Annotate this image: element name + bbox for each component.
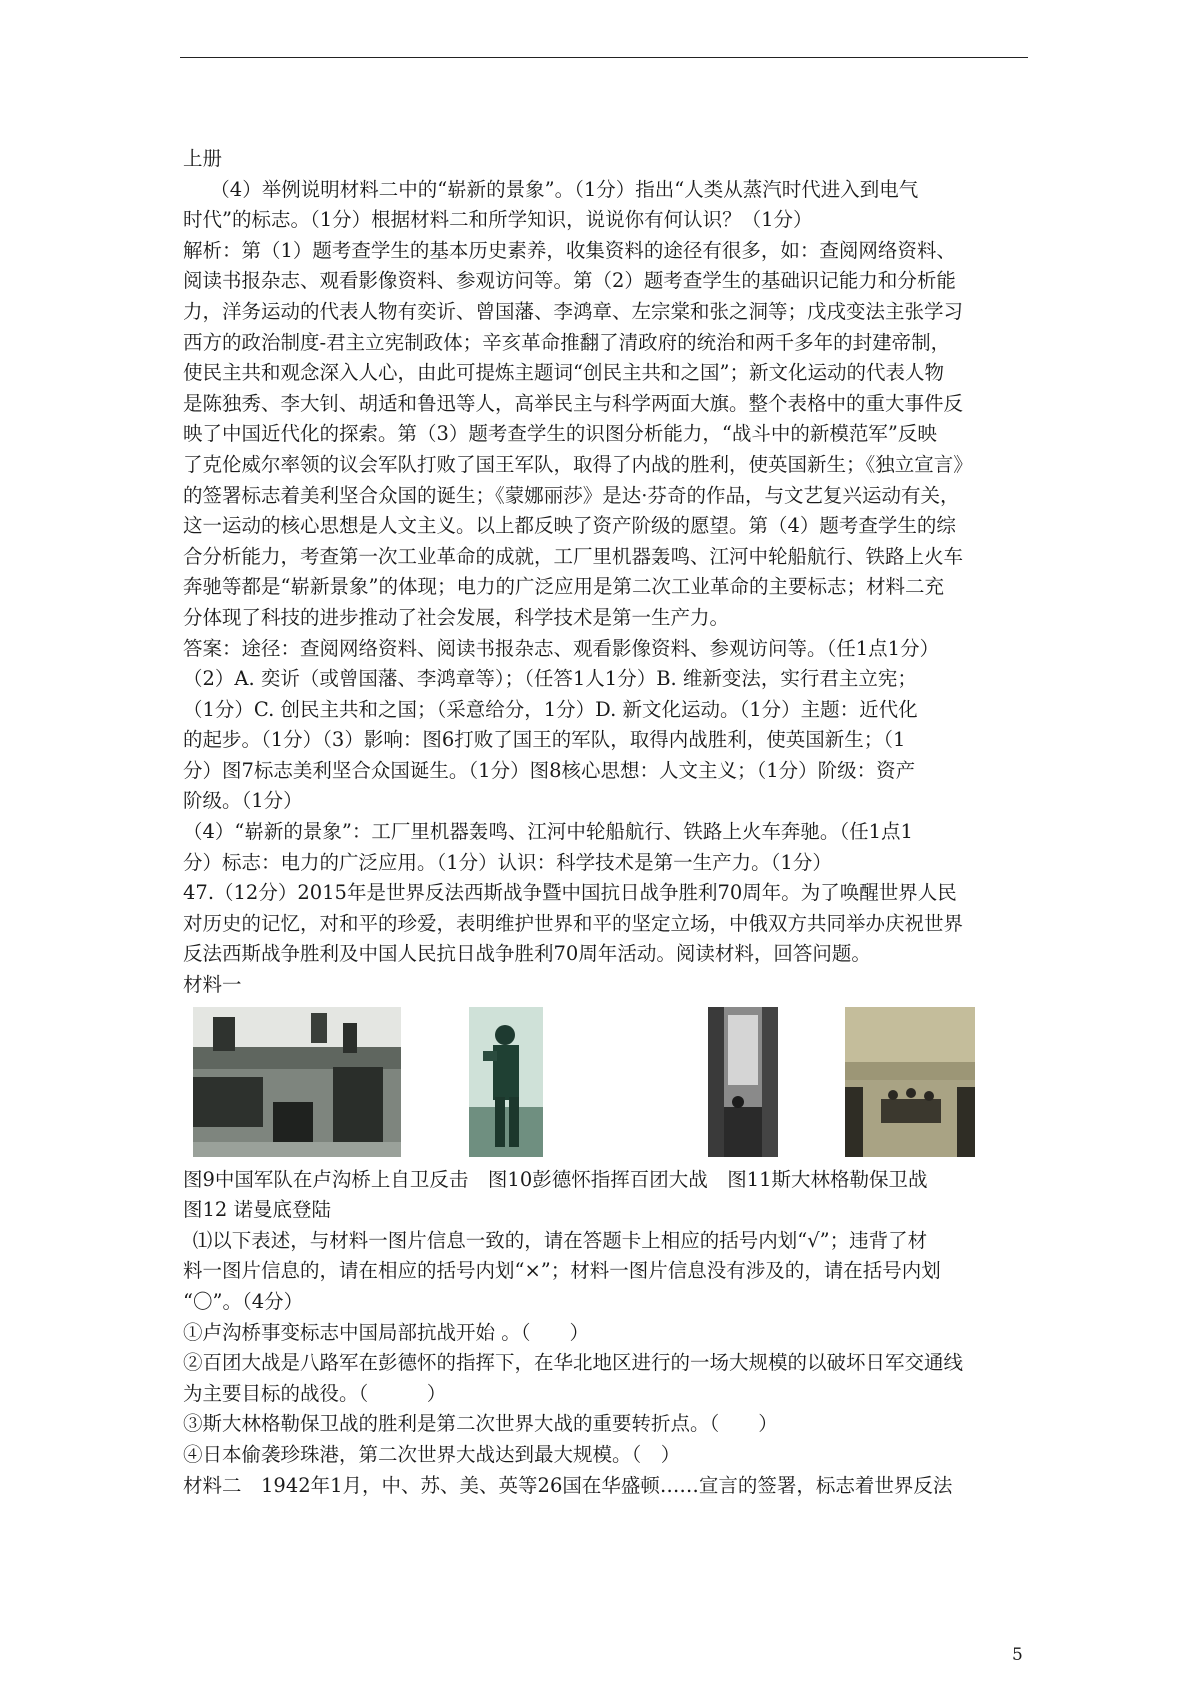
page-content: [183, 144, 1028, 1501]
fig10-peng-dehuai-photo: [469, 1007, 543, 1157]
text-line: 了克伦威尔率领的议会军队打败了国王军队，取得了内战的胜利，使英国新生；《独立宣言》: [183, 452, 973, 476]
text-line: （2）A. 奕䜣（或曾国藩、李鸿章等）；（任答1人1分）B. 维新变法，实行君主立宪；: [183, 667, 917, 691]
text-line: （1分）C. 创民主共和之国；（采意给分，1分）D. 新文化运动。（1分）主题：近代化: [183, 697, 918, 721]
text-line: 是陈独秀、李大钊、胡适和鲁迅等人，高举民主与科学两面大旗。整个表格中的重大事件反: [183, 391, 964, 415]
question-line: “〇”。（4分）: [183, 1290, 304, 1313]
text-line: 答案：途径：查阅网络资料、阅读书报杂志、观看影像资料、参观访问等。（任1点1分）: [183, 636, 940, 660]
text-line: （4）“崭新的景象”：工厂里机器轰鸣、江河中轮船航行、铁路上火车奔驰。（任1点1: [183, 820, 913, 844]
text-line: 分）图7标志美利坚合众国诞生。（1分）图8核心思想：人文主义；（1分）阶级：资产: [183, 758, 916, 782]
text-line: 反法西斯战争胜利及中国人民抗日战争胜利70周年活动。阅读材料，回答问题。: [183, 942, 871, 966]
text-line: 阅读书报杂志、观看影像资料、参观访问等。第（2）题考查学生的基础识记能力和分析能: [183, 269, 956, 293]
question-line: 料一图片信息的，请在相应的括号内划“×”；材料一图片信息没有涉及的，请在括号内划: [183, 1259, 941, 1283]
figure-row: [183, 1005, 1028, 1163]
question-line: 材料二 1942年1月，中、苏、美、英等26国在华盛顿……宣言的签署，标志着世界反法: [183, 1473, 953, 1497]
text-line: 分体现了科技的进步推动了社会发展，科学技术是第一生产力。: [183, 605, 730, 629]
text-line: （4）举例说明材料二中的“崭新的景象”。（1分）指出“人类从蒸汽时代进入到电气: [210, 177, 919, 201]
figure-caption: 图12 诺曼底登陆: [183, 1198, 332, 1222]
text-line: 阶级。（1分）: [183, 789, 303, 813]
question-line: ④日本偷袭珍珠港，第二次世界大战达到最大规模。（ ）: [183, 1442, 681, 1466]
text-line: 分）标志：电力的广泛应用。（1分）认识：科学技术是第一生产力。（1分）: [183, 850, 832, 874]
text-line: 使民主共和观念深入人心，由此可提炼主题词“创民主共和之国”；新文化运动的代表人物: [183, 361, 944, 385]
text-line: 47.（12分）2015年是世界反法西斯战争暨中国抗日战争胜利70周年。为了唤醒世界人民: [183, 881, 957, 905]
question-line: ⑴以下表述，与材料一图片信息一致的，请在答题卡上相应的括号内划“√”；违背了材: [192, 1228, 928, 1252]
text-line: 对历史的记忆，对和平的珍爱，表明维护世界和平的坚定立场，中俄双方共同举办庆祝世界: [183, 911, 964, 935]
text-line: 上册: [183, 147, 223, 170]
text-line: 的签署标志着美利坚合众国的诞生；《蒙娜丽莎》是达·芬奇的作品，与文艺复兴运动有关，: [183, 483, 960, 507]
question-line: 为主要目标的战役。（ ）: [183, 1381, 447, 1405]
text-line: 这一运动的核心思想是人文主义。以上都反映了资产阶级的愿望。第（4）题考查学生的综: [183, 514, 956, 538]
fig9-lugou-bridge-photo: [193, 1007, 401, 1157]
text-line: 材料一: [183, 973, 242, 997]
text-line: 奔驰等都是“崭新景象”的体现；电力的广泛应用是第二次工业革命的主要标志；材料二充: [183, 575, 944, 599]
text-line: 时代”的标志。（1分）根据材料二和所学知识，说说你有何认识？（1分）: [183, 208, 813, 232]
fig11-stalingrad-photo: [708, 1007, 778, 1157]
text-line: 力，洋务运动的代表人物有奕䜣、曾国藩、李鸿章、左宗棠和张之洞等；戊戌变法主张学习: [183, 299, 964, 323]
text-line: 的起步。（1分）（3）影响：图6打败了国王的军队，取得内战胜利，使英国新生；（1: [183, 728, 906, 752]
question-line: ①卢沟桥事变标志中国局部抗战开始 。（ ）: [183, 1320, 589, 1344]
text-line: 西方的政治制度-君主立宪制政体；辛亥革命推翻了清政府的统治和两千多年的封建帝制，: [183, 330, 951, 354]
header-rule: [180, 57, 1028, 58]
question-line: ③斯大林格勒保卫战的胜利是第二次世界大战的重要转折点。（ ）: [183, 1412, 778, 1436]
fig12-normandy-photo: [845, 1007, 975, 1157]
text-line: 解析：第（1）题考查学生的基本历史素养，收集资料的途径有很多，如：查阅网络资料、: [183, 238, 956, 262]
figure-caption: 图9中国军队在卢沟桥上自卫反击 图10彭德怀指挥百团大战 图11斯大林格勒保卫战: [183, 1167, 928, 1191]
text-line: 合分析能力，考查第一次工业革命的成就，工厂里机器轰鸣、江河中轮船航行、铁路上火车: [183, 544, 964, 568]
question-line: ②百团大战是八路军在彭德怀的指挥下，在华北地区进行的一场大规模的以破坏日军交通线: [183, 1351, 964, 1375]
text-line: 映了中国近代化的探索。第（3）题考查学生的识图分析能力，“战斗中的新模范军”反映: [183, 422, 937, 446]
page-number: 5: [1012, 1645, 1023, 1665]
